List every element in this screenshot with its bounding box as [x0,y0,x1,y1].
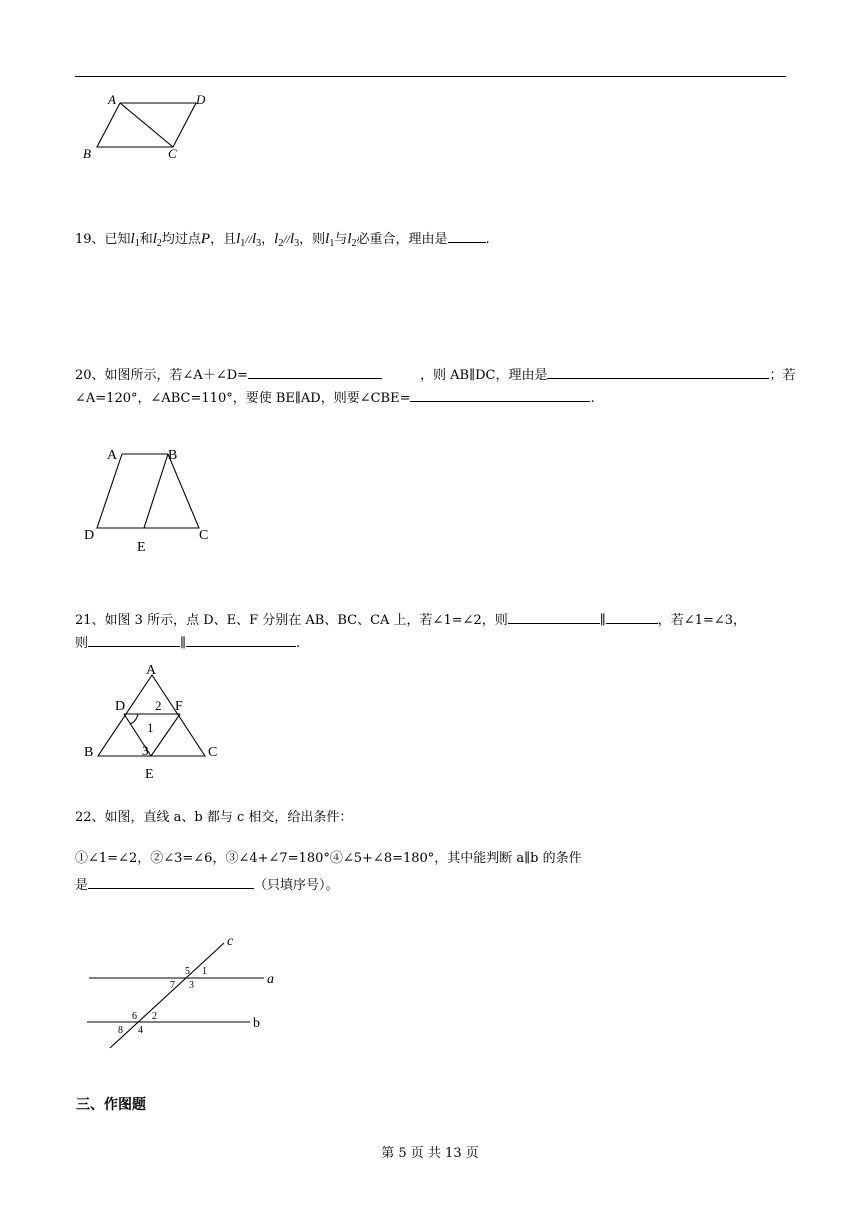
label-A: A [108,92,116,107]
label-8: 8 [118,1025,123,1036]
question-22-line2: ①∠1=∠2，②∠3=∠6，③∠4+∠7=180°④∠5+∠8=180°，其中能判断 a∥b 的条件 [75,851,582,866]
label-7: 7 [170,980,175,991]
label-3: 3 [189,980,194,991]
label-B: B [83,146,91,161]
label-C: C [199,528,209,543]
question-22-line1: 22、如图，直线 a、b 都与 c 相交，给出条件： [75,810,353,825]
answer-blank-20b[interactable] [547,364,769,379]
label-D: D [196,92,206,107]
answer-blank-20a[interactable] [248,364,382,379]
label-E: E [137,540,146,555]
question-20-line2: ∠A=120°，∠ABC=110°，要使 BE∥AD，则要∠CBE= . [75,387,595,408]
label-4: 4 [138,1025,143,1036]
label-D: D [84,528,95,543]
label-a: a [267,972,274,987]
question-22-line3: 是 （只填序号）。 [75,874,339,895]
answer-blank-21c[interactable] [88,632,180,647]
transversal-figure [78,930,298,1055]
section-heading: 三、作图题 [76,1097,146,1113]
answer-blank-22[interactable] [88,874,254,889]
answer-blank-21b[interactable] [606,609,658,624]
label-2: 2 [152,1011,157,1022]
question-20-line1: 20、如图所示，若∠A＋∠D= ，则 AB∥DC，理由是 ；若 [75,364,796,385]
label-D: D [115,699,126,714]
trapezoid-figure [78,444,228,556]
answer-blank-19[interactable] [448,228,486,243]
label-C: C [168,146,177,161]
label-F: F [175,699,183,714]
label-5: 5 [185,966,190,977]
page-footer: 第 5 页 共 13 页 [381,1146,479,1161]
answer-blank-21a[interactable] [508,609,600,624]
parallelogram-figure [78,90,218,165]
label-B: B [168,448,178,463]
label-A: A [146,663,157,678]
label-1: 1 [202,966,207,977]
question-21-line1: 21、如图 3 所示，点 D、E、F 分别在 AB、BC、CA 上，若∠1=∠2，则 ∥ ，若∠1=∠3， [75,609,746,630]
label-3: 3 [142,743,149,758]
triangle-figure [78,660,228,784]
label-6: 6 [132,1011,137,1022]
label-c: c [227,934,234,949]
answer-blank-20c[interactable] [410,387,590,402]
answer-blank-21d[interactable] [186,632,296,647]
label-b: b [253,1016,260,1031]
label-2: 2 [155,698,162,713]
question-21-line2: 则 ∥ . [75,632,300,653]
label-1: 1 [147,720,154,735]
label-B: B [84,745,94,760]
label-A: A [107,448,118,463]
label-C: C [208,745,218,760]
question-19: 19、已知$l_1$和$l_2$均过点P，且$l_1//l_3$，$l_2//l_3$，则$l_1$与$l_2$必重合，理由是 . [75,228,490,254]
label-E: E [145,767,154,782]
header-rule [75,76,786,77]
